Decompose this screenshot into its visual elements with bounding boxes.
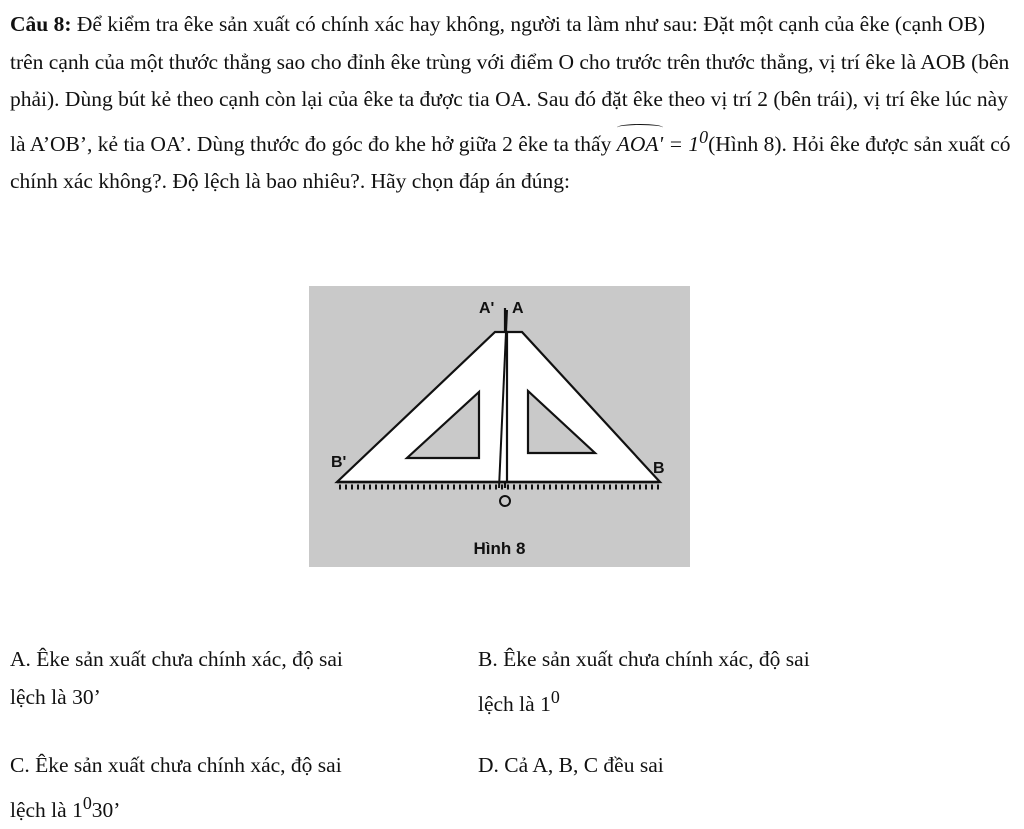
- answer-b-prefix: lệch là: [478, 692, 541, 717]
- answer-c-minutes: 30’: [91, 798, 121, 823]
- answer-b-degree: 0: [550, 687, 560, 707]
- answer-b-value: 1: [540, 692, 551, 717]
- angle-hat: AOA': [617, 126, 663, 164]
- answer-b-line1: B. Êke sản xuất chưa chính xác, độ sai: [478, 647, 810, 671]
- angle-equals: = 1: [663, 131, 700, 156]
- answer-c-line1: C. Êke sản xuất chưa chính xác, độ sai: [10, 753, 342, 777]
- answer-a-line2: lệch là 30’: [10, 685, 101, 709]
- answer-d-line1: D. Cả A, B, C đều sai: [478, 753, 664, 777]
- question-text: [10, 6, 1018, 201]
- answer-c-value: 1: [72, 798, 83, 823]
- answer-c-prefix: lệch là: [10, 798, 73, 823]
- label-a: A: [512, 300, 524, 317]
- point-o: [500, 496, 510, 506]
- answer-a-line1: A. Êke sản xuất chưa chính xác, độ sai: [10, 647, 343, 671]
- left-set-square: [337, 332, 507, 482]
- angle-degree: 0: [699, 126, 709, 147]
- question-body-2: (Hình 8). Hỏi êke được sản xuất có chính xác không?. Độ lệch là bao nhiêu?. Hãy chọn đáp án đúng:: [10, 131, 1011, 194]
- figure-drawing: [309, 286, 690, 567]
- label-b-prime: B': [331, 454, 347, 471]
- question-body-1: Để kiểm tra êke sản xuất có chính xác hay không, người ta làm như sau: Đặt một cạnh của êke (cạnh OB) trên cạnh của một thước thẳng sao cho đỉnh êke trùng với điểm O cho trước trên thước thẳng, vị trí êke là AOB (bên phải). Dùng bút kẻ theo cạnh còn lại của êke ta được tia OA. Sau đó đặt êke theo vị trí 2 (bên trái), vị trí êke lúc này là A’OB’, kẻ tia OA’. Dùng thước đo góc đo khe hở giữa 2 êke ta thấy: [10, 12, 1010, 156]
- answer-c-line2: [10, 784, 440, 829]
- label-b: B: [653, 460, 665, 477]
- answer-c-degree: 0: [82, 793, 92, 813]
- angle-notation: [616, 126, 709, 156]
- answer-option-d[interactable]: [478, 746, 908, 784]
- answer-b-line2: [478, 678, 908, 723]
- question-number: Câu 8:: [10, 12, 72, 36]
- answer-option-b[interactable]: [478, 640, 908, 723]
- label-a-prime: A': [479, 300, 495, 317]
- answer-option-a[interactable]: [10, 640, 440, 716]
- figure-caption: Hình 8: [473, 539, 526, 558]
- figure-hinh-8: [309, 286, 690, 567]
- answer-option-c[interactable]: [10, 746, 440, 829]
